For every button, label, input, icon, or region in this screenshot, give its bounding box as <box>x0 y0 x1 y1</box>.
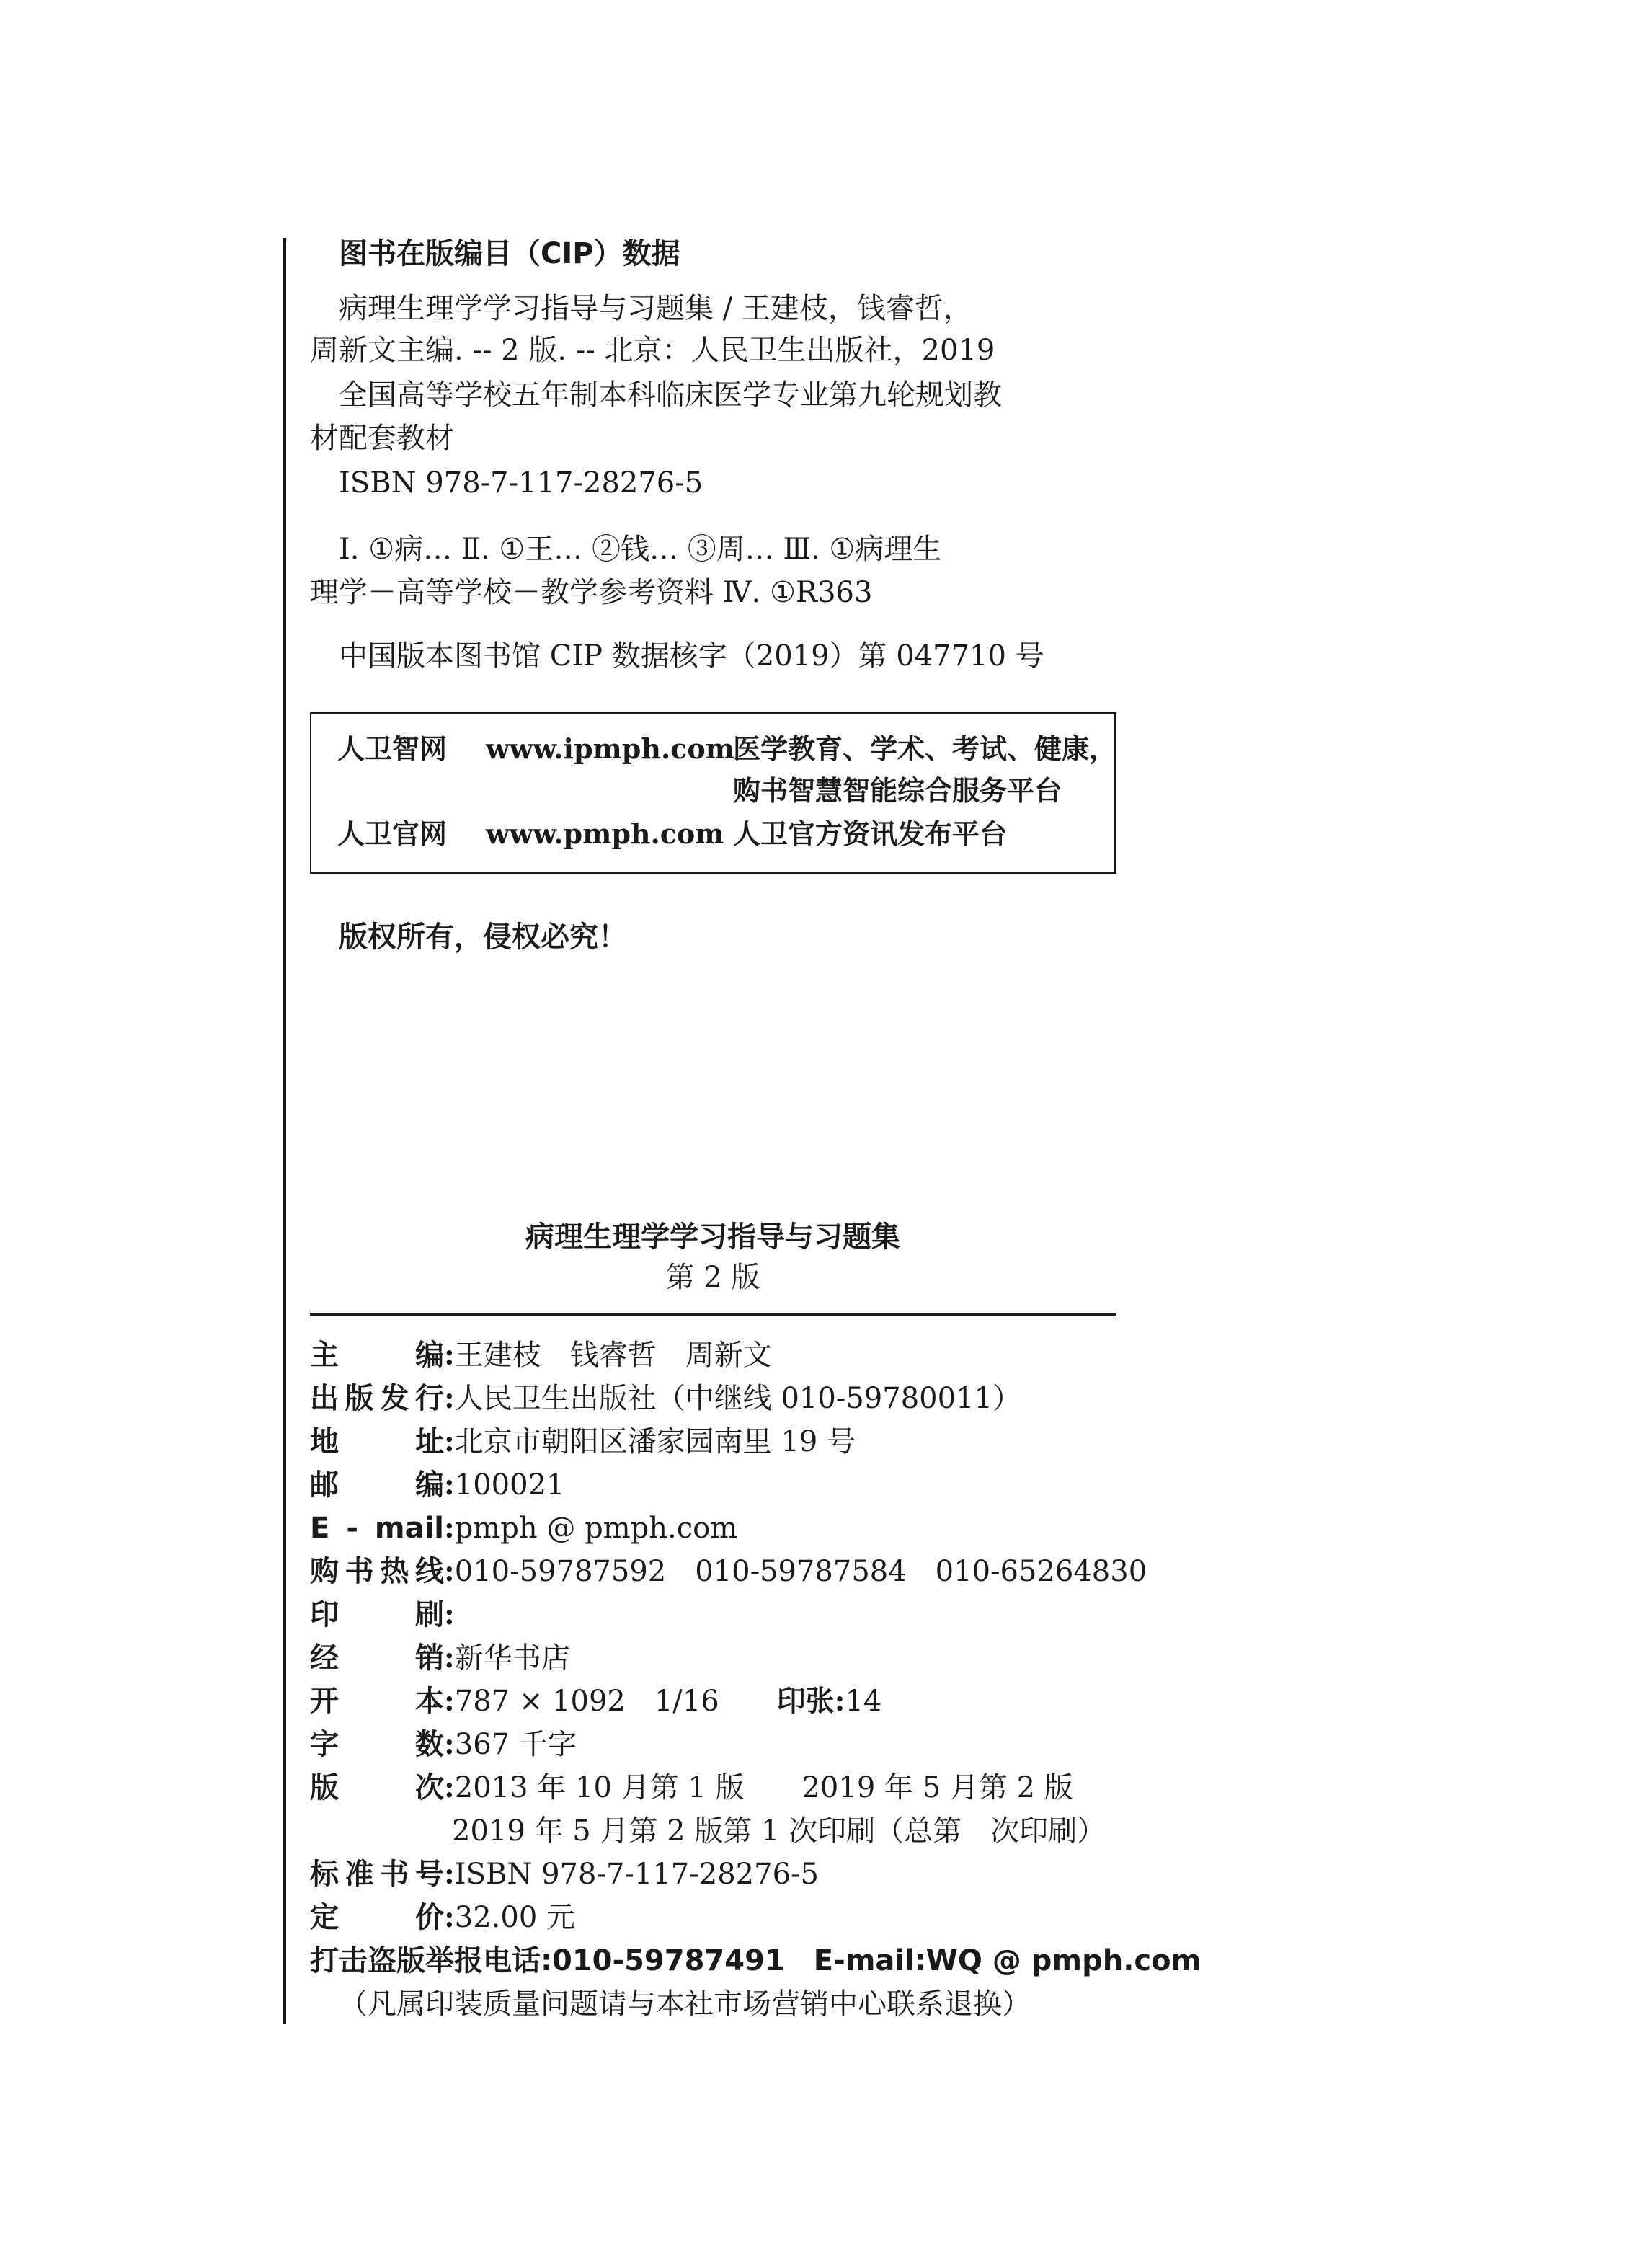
imprint-email: E - mail:pmph @ pmph.com <box>310 1511 738 1545</box>
imprint-address: 地址:北京市朝阳区潘家园南里 19 号 <box>310 1424 856 1458</box>
imprint-postcode: 邮编:100021 <box>310 1468 565 1502</box>
imprint-price: 定价:32.00 元 <box>310 1900 575 1934</box>
website-box <box>310 712 1116 874</box>
ipmph-desc-a: 医学教育、学术、考试、健康， <box>733 733 1117 765</box>
book-title: 病理生理学学习指导与习题集 <box>525 1220 900 1254</box>
cip-line-5: ISBN 978-7-117-28276-5 <box>339 466 703 500</box>
format-label: 开本 <box>310 1685 444 1718</box>
left-margin-rule <box>283 238 286 2024</box>
email-value[interactable]: pmph @ pmph.com <box>454 1512 738 1545</box>
cip-line-4: 材配套教材 <box>310 422 454 455</box>
sheets-value: 14 <box>845 1685 882 1718</box>
pmph-desc: 人卫官方资讯发布平台 <box>733 818 1008 850</box>
isbn-value: ISBN 978-7-117-28276-5 <box>454 1858 819 1891</box>
format-value: 787 × 1092 1/16 <box>454 1685 719 1718</box>
return-note: （凡属印装质量问题请与本社市场营销中心联系退换） <box>339 1987 1031 2021</box>
price-label: 定价 <box>310 1901 444 1934</box>
piracy-email[interactable]: WQ @ pmph.com <box>925 1944 1202 1977</box>
imprint-format: 开本:787 × 1092 1/16 印张:14 <box>310 1684 882 1718</box>
words-value: 367 千字 <box>454 1728 577 1761</box>
printer-label: 印刷 <box>310 1598 444 1631</box>
publisher-value: 人民卫生出版社（中继线 010-59780011） <box>454 1382 1021 1415</box>
isbn-label: 标准书号 <box>310 1858 444 1891</box>
pmph-name: 人卫官网 <box>337 818 448 850</box>
cip-line-6: Ⅰ. ①病… Ⅱ. ①王… ②钱… ③周… Ⅲ. ①病理生 <box>339 533 942 566</box>
cip-line-7: 理学－高等学校－教学参考资料 Ⅳ. ①R363 <box>310 576 873 609</box>
imprint-words: 字数:367 千字 <box>310 1727 577 1761</box>
words-label: 字数 <box>310 1728 444 1761</box>
ipmph-name: 人卫智网 <box>337 733 448 765</box>
cip-line-1: 病理生理学学习指导与习题集 / 王建枝，钱睿哲， <box>339 292 972 325</box>
ipmph-desc-b: 购书智慧智能综合服务平台 <box>733 775 1062 807</box>
editor-value: 王建枝 钱睿哲 周新文 <box>454 1339 772 1372</box>
imprint-hotline: 购书热线:010-59787592 010-59787584 010-65264830 <box>310 1554 1147 1588</box>
publisher-label: 出版发行 <box>310 1382 444 1415</box>
sheets-label: 印张 <box>776 1685 835 1718</box>
cip-line-2: 周新文主编. -- 2 版. -- 北京：人民卫生出版社，2019 <box>310 334 995 367</box>
imprint-isbn: 标准书号:ISBN 978-7-117-28276-5 <box>310 1857 819 1891</box>
pmph-link[interactable]: www.pmph.com <box>486 817 724 850</box>
email-label: E - mail <box>310 1512 444 1545</box>
piracy-label: 打击盗版举报电话 <box>310 1944 541 1977</box>
ipmph-link[interactable]: www.ipmph.com <box>486 732 734 765</box>
postcode-label: 邮编 <box>310 1468 444 1502</box>
cip-line-3: 全国高等学校五年制本科临床医学专业第九轮规划教 <box>339 378 1002 412</box>
imprint-edition: 版次:2013 年 10 月第 1 版 2019 年 5 月第 2 版 <box>310 1770 1073 1804</box>
piracy-phone: 010-59787491 <box>552 1944 785 1977</box>
address-label: 地址 <box>310 1425 444 1458</box>
imprint-printer: 印刷: <box>310 1597 455 1631</box>
imprint-divider <box>310 1313 1116 1316</box>
cip-line-8: 中国版本图书馆 CIP 数据核字（2019）第 047710 号 <box>339 639 1044 673</box>
postcode-value: 100021 <box>454 1468 565 1502</box>
piracy-email-label: E-mail <box>813 1944 915 1977</box>
imprint-piracy: 打击盗版举报电话:010-59787491 E-mail:WQ @ pmph.com <box>310 1944 1202 1977</box>
address-value: 北京市朝阳区潘家园南里 19 号 <box>454 1425 856 1458</box>
distributor-label: 经销 <box>310 1641 444 1675</box>
imprint-distributor: 经销:新华书店 <box>310 1641 570 1675</box>
imprint-editor: 主编:王建枝 钱睿哲 周新文 <box>310 1338 772 1372</box>
hotline-value: 010-59787592 010-59787584 010-65264830 <box>454 1555 1147 1588</box>
editor-label: 主编 <box>310 1339 444 1372</box>
cip-title: 图书在版编目（CIP）数据 <box>339 237 680 270</box>
price-value: 32.00 元 <box>454 1901 575 1934</box>
distributor-value: 新华书店 <box>454 1641 570 1675</box>
edition-value-2: 2019 年 5 月第 2 版第 1 次印刷（总第 次印刷） <box>452 1814 1106 1848</box>
book-edition: 第 2 版 <box>665 1261 760 1294</box>
edition-label: 版次 <box>310 1771 444 1804</box>
hotline-label: 购书热线 <box>310 1555 444 1588</box>
imprint-publisher: 出版发行:人民卫生出版社（中继线 010-59780011） <box>310 1381 1021 1415</box>
rights-notice: 版权所有，侵权必究！ <box>339 921 627 954</box>
edition-value-1: 2013 年 10 月第 1 版 2019 年 5 月第 2 版 <box>454 1771 1073 1804</box>
